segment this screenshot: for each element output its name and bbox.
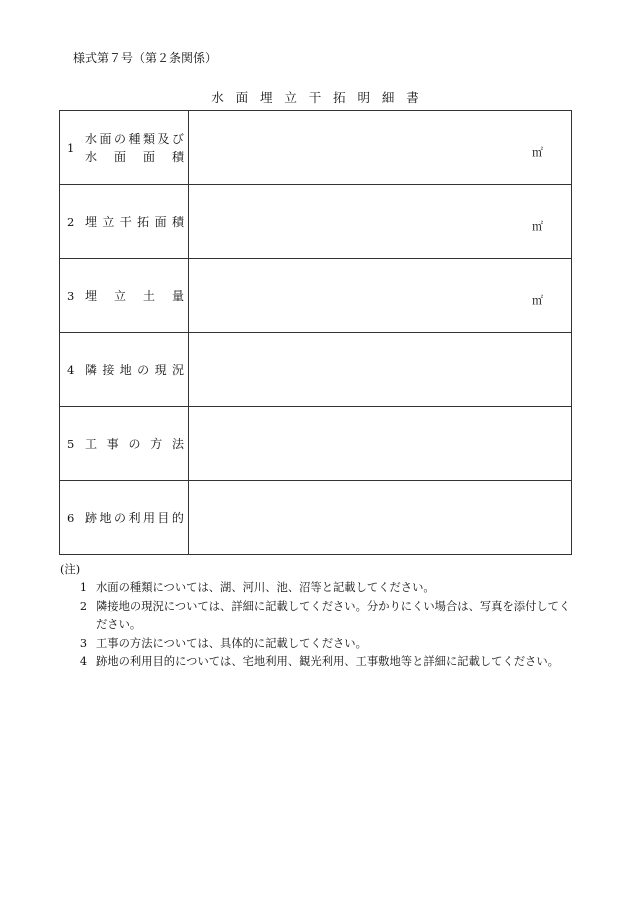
row-label-line: 埋 立 土 量 [85, 288, 184, 303]
row-value-cell[interactable] [189, 111, 572, 185]
note-text: 跡地の利用目的については、宅地利用、観光利用、工事敷地等と詳細に記載してください。 [96, 655, 559, 669]
table-row [60, 407, 572, 481]
unit-square-meter: ㎡ [532, 220, 543, 233]
unit-square-meter: ㎡ [532, 146, 543, 159]
row-label-cell [60, 185, 189, 259]
row-label [85, 361, 184, 379]
note-item [60, 653, 580, 671]
form-number: 様式第７号（第２条関係） [73, 51, 218, 65]
table-row [60, 259, 572, 333]
row-label-line: 水 面 の 種 類 及 び [85, 131, 184, 146]
row-label-cell [60, 259, 189, 333]
row-label [85, 130, 184, 166]
note-text: 水面の種類については、湖、河川、池、沼等と記載してください。 [96, 581, 435, 595]
note-number: 3 [79, 636, 87, 650]
row-value-cell[interactable] [189, 481, 572, 555]
row-label [85, 509, 184, 527]
notes-heading: (注) [60, 563, 81, 576]
note-item [60, 579, 580, 597]
table-row [60, 185, 572, 259]
row-value-cell[interactable] [189, 185, 572, 259]
details-table [59, 110, 572, 555]
notes-list [60, 579, 580, 671]
table-row [60, 333, 572, 407]
row-number: 2 [67, 214, 75, 229]
row-number: 4 [67, 362, 75, 377]
note-number: 4 [79, 655, 87, 669]
table-row [60, 111, 572, 185]
row-number: 1 [67, 140, 75, 155]
row-label-line: 水 面 面 積 [85, 149, 184, 164]
note-item [60, 635, 580, 653]
row-label-cell [60, 333, 189, 407]
row-label-line: 跡 地 の 利 用 目 的 [85, 510, 184, 525]
row-label-cell [60, 407, 189, 481]
row-label-line: 隣 接 地 の 現 況 [85, 362, 184, 377]
row-label [85, 435, 184, 453]
row-value-cell[interactable] [189, 333, 572, 407]
row-label-line: 工 事 の 方 法 [85, 436, 184, 451]
note-number: 2 [79, 599, 87, 613]
note-text: 工事の方法については、具体的に記載してください。 [96, 636, 367, 650]
notes-section [60, 561, 580, 671]
row-label-line: 埋 立 干 拓 面 積 [85, 214, 184, 229]
note-item [60, 598, 580, 635]
table-row [60, 481, 572, 555]
row-number: 6 [67, 510, 75, 525]
row-label [85, 287, 184, 305]
document-title: 水面埋立干拓明細書 [211, 90, 431, 105]
note-text: 隣接地の現況については、詳細に記載してください。分かりにくい場合は、写真を添付してください。 [96, 599, 571, 632]
row-value-cell[interactable] [189, 407, 572, 481]
row-number: 3 [67, 288, 75, 303]
unit-square-meter: ㎡ [532, 294, 543, 307]
note-number: 1 [79, 581, 87, 595]
row-label [85, 213, 184, 231]
row-value-cell[interactable] [189, 259, 572, 333]
row-number: 5 [67, 436, 75, 451]
row-label-cell [60, 481, 189, 555]
row-label-cell [60, 111, 189, 185]
